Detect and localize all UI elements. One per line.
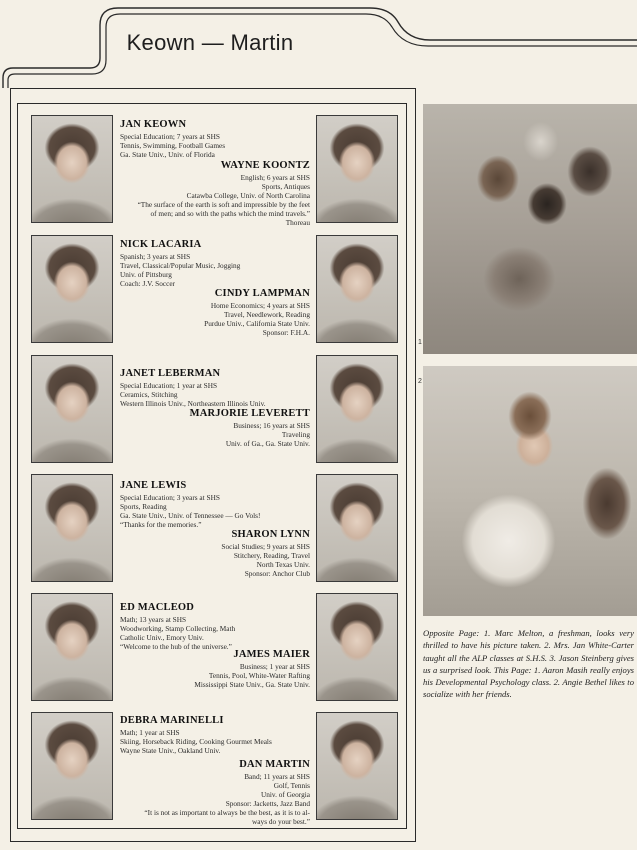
teacher-detail: Wayne State Univ., Oakland Univ.	[120, 746, 221, 755]
teacher-detail: Special Education; 7 years at SHS	[120, 132, 220, 141]
teacher-detail: Catawba College, Univ. of North Carolina	[186, 191, 310, 200]
teacher-detail: Univ. of Ga., Ga. State Univ.	[225, 439, 310, 448]
portrait-james-maier	[316, 593, 398, 701]
portrait-jan-keown	[31, 115, 113, 223]
teacher-detail: English; 6 years at SHS	[240, 173, 310, 182]
teacher-name: SHARON LYNN	[231, 529, 310, 540]
teacher-detail: North Texas Univ.	[256, 560, 310, 569]
teacher-detail: Business; 1 year at SHS	[239, 662, 310, 671]
teacher-name: ED MACLEOD	[120, 602, 195, 613]
portrait-wayne-koontz	[316, 115, 398, 223]
teacher-name: NICK LACARIA	[120, 239, 202, 250]
teacher-detail: Social Studies; 9 years at SHS	[221, 542, 310, 551]
teacher-detail: Math; 1 year at SHS	[120, 728, 180, 737]
teacher-detail: Woodworking, Stamp Collecting, Math	[120, 624, 236, 633]
teacher-detail: Univ. of Georgia	[260, 790, 310, 799]
teacher-detail: “The surface of the earth is soft and impressible by the feet	[137, 200, 310, 209]
teacher-detail: Travel, Needlework, Reading	[223, 310, 310, 319]
teacher-detail: Ga. State Univ., Univ. of Tennessee — Go Vols!	[120, 511, 261, 520]
teacher-detail: Univ. of Pittsburg	[120, 270, 172, 279]
teacher-detail: Traveling	[281, 430, 310, 439]
teacher-name: JANE LEWIS	[120, 480, 187, 491]
teacher-detail: Spanish; 3 years at SHS	[120, 252, 191, 261]
teacher-detail: Ga. State Univ., Univ. of Florida	[120, 150, 215, 159]
teacher-detail: Skiing, Horseback Riding, Cooking Gourmet Meals	[120, 737, 272, 746]
teacher-detail: Stitchery, Reading, Travel	[233, 551, 310, 560]
teacher-detail: of men; and so with the paths which the mind travels.”	[150, 209, 310, 218]
teacher-name: WAYNE KOONTZ	[220, 160, 310, 171]
teacher-detail: Catholic Univ., Emory Univ.	[120, 633, 204, 642]
teacher-detail: Special Education; 3 years at SHS	[120, 493, 220, 502]
teacher-name: JAMES MAIER	[233, 649, 310, 660]
teacher-detail: Business; 16 years at SHS	[233, 421, 310, 430]
portrait-sharon-lynn	[316, 474, 398, 582]
candid-photo-students	[423, 366, 637, 616]
photo-number: 2	[418, 378, 422, 385]
teacher-name: DEBRA MARINELLI	[120, 715, 224, 726]
portrait-janet-leberman	[31, 355, 113, 463]
teacher-detail: Coach: J.V. Soccer	[120, 279, 175, 288]
portrait-ed-macleod	[31, 593, 113, 701]
teacher-detail: Purdue Univ., California State Univ.	[204, 319, 310, 328]
teacher-detail: Western Illinois Univ., Northeastern Illinois Univ.	[120, 399, 266, 408]
teacher-detail: Sports, Reading	[120, 502, 167, 511]
portrait-cindy-lampman	[316, 235, 398, 343]
teacher-detail: Math; 13 years at SHS	[120, 615, 187, 624]
teacher-detail: Sponsor: Jacketts, Jazz Band	[225, 799, 310, 808]
teacher-name: JAN KEOWN	[120, 119, 187, 130]
teacher-detail: Sponsor: F.H.A.	[262, 328, 310, 337]
teacher-detail: Sports, Antiques	[261, 182, 310, 191]
teacher-name: JANET LEBERMAN	[120, 368, 221, 379]
portrait-debra-marinelli	[31, 712, 113, 820]
photo-number: 1	[418, 339, 422, 346]
page-title: Keown — Martin	[126, 30, 294, 55]
teacher-detail: Sponsor: Anchor Club	[244, 569, 310, 578]
teacher-detail: Thoreau	[285, 218, 310, 227]
teacher-detail: Home Economics; 4 years at SHS	[210, 301, 310, 310]
portrait-dan-martin	[316, 712, 398, 820]
teacher-detail: Band; 11 years at SHS	[244, 772, 310, 781]
portrait-nick-lacaria	[31, 235, 113, 343]
teacher-name: CINDY LAMPMAN	[214, 288, 310, 299]
portrait-marjorie-leverett	[316, 355, 398, 463]
photo-caption: Opposite Page: 1. Marc Melton, a freshman, looks very thrilled to have his picture taken. 2. Mrs. Jan White-Carter taught all the ALP classes at S.H.S. 3. Jason Steinberg gives us a surprised look. This Page: 1. Aaron Masih really enjoys his Developmental Psychology class. 2. Angie Bethel likes to socialize with her friends.	[423, 628, 634, 700]
candid-photo-classroom	[423, 104, 637, 354]
teacher-detail: “It is not as important to always be the best, as it is to al-	[144, 808, 310, 817]
teacher-name: DAN MARTIN	[239, 759, 310, 770]
teacher-detail: Tennis, Swimming, Football Games	[120, 141, 226, 150]
teacher-detail: “Welcome to the hub of the universe.”	[120, 642, 232, 651]
teacher-detail: ways do your best.”	[252, 817, 310, 826]
teacher-detail: Mississippi State Univ., Ga. State Univ.	[194, 680, 310, 689]
teacher-detail: Ceramics, Stitching	[120, 390, 178, 399]
teacher-detail: Tennis, Pool, White-Water Rafting	[208, 671, 310, 680]
portrait-jane-lewis	[31, 474, 113, 582]
teacher-detail: Golf, Tennis	[273, 781, 310, 790]
teacher-detail: Special Education; 1 year at SHS	[120, 381, 218, 390]
teacher-name: MARJORIE LEVERETT	[189, 408, 310, 419]
teacher-detail: Travel, Classical/Popular Music, Jogging	[120, 261, 241, 270]
teacher-detail: “Thanks for the memories.”	[120, 520, 202, 529]
